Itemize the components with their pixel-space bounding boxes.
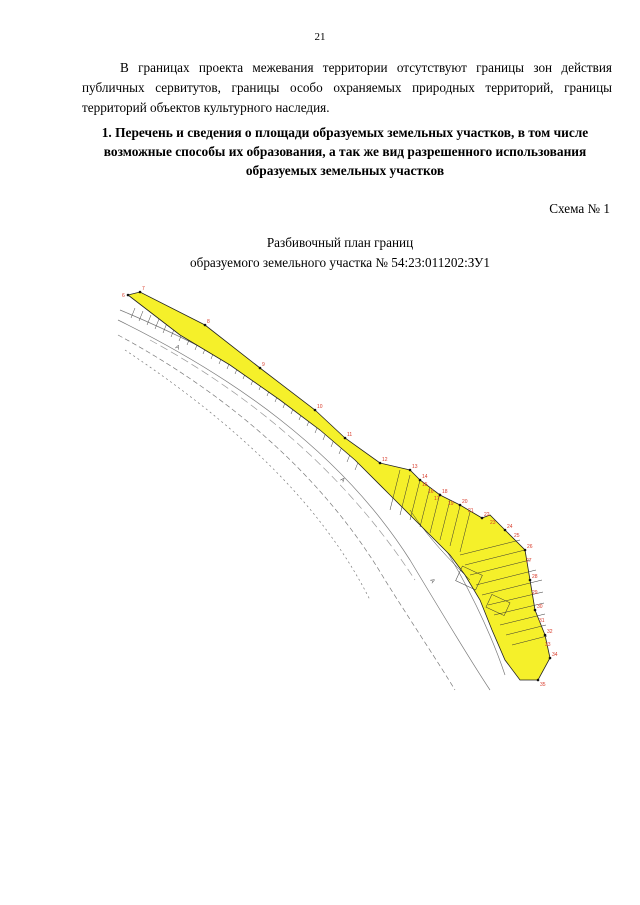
page-number: 21: [314, 31, 326, 43]
point-label: 12: [382, 457, 388, 463]
plan-caption-line-2: образуемого земельного участка № 54:23:011202:ЗУ1: [190, 255, 490, 270]
point-label: 15: [422, 482, 428, 488]
plan-caption: [0, 233, 640, 273]
point-label: 29: [532, 590, 538, 596]
parcel-zu1: [128, 292, 550, 680]
layout-plan-drawing: [110, 280, 570, 700]
intro-paragraph: В границах проекта межевания территории отсутствуют границы зон действия публичных сервитутов, границы особо охраняемых природных территорий, границы территорий объектов культурного наследия.: [82, 60, 612, 115]
point-label: 33: [545, 642, 551, 648]
point-label: 14: [422, 474, 428, 480]
point-label: 13: [412, 464, 418, 470]
point-label: 28: [532, 574, 538, 580]
road-label: A: [428, 578, 436, 585]
point-label: 34: [552, 652, 558, 658]
point-label: 10: [317, 404, 323, 410]
point-label: 11: [347, 432, 353, 438]
point-label: 7: [142, 286, 145, 292]
point-label: 6: [122, 293, 125, 299]
point-label: 35: [540, 682, 546, 688]
point-label: 17: [434, 496, 440, 502]
hatch-ticks: [131, 308, 359, 470]
plan-caption-line-1: Разбивочный план границ: [266, 235, 414, 250]
point-label: 32: [547, 629, 553, 635]
scheme-label: Схема № 1: [549, 201, 610, 216]
point-label: 21: [468, 508, 474, 514]
point-label: 16: [428, 489, 434, 495]
layout-plan: [110, 280, 570, 700]
point-label: 22: [484, 512, 490, 518]
road-label: A: [174, 344, 181, 352]
point-label: 31: [539, 618, 545, 624]
point-label: 30: [537, 604, 543, 610]
point-label: 23: [490, 520, 496, 526]
point-label: 27: [526, 558, 532, 564]
point-label: 8: [207, 319, 210, 325]
point-label: 9: [262, 362, 265, 368]
point-label: 25: [514, 533, 520, 539]
point-label: 19: [448, 501, 454, 507]
section-heading: 1. Перечень и сведения о площади образуемых земельных участков, в том числе возможные способы их образования, а так же вид разрешенного использования образуемых земельных участков: [101, 125, 589, 178]
point-label: 20: [462, 499, 468, 505]
point-label: 18: [442, 489, 448, 495]
boundary-points: [127, 291, 552, 682]
road-label: A: [338, 476, 346, 485]
point-label: 26: [527, 544, 533, 550]
point-label: 24: [507, 524, 513, 530]
